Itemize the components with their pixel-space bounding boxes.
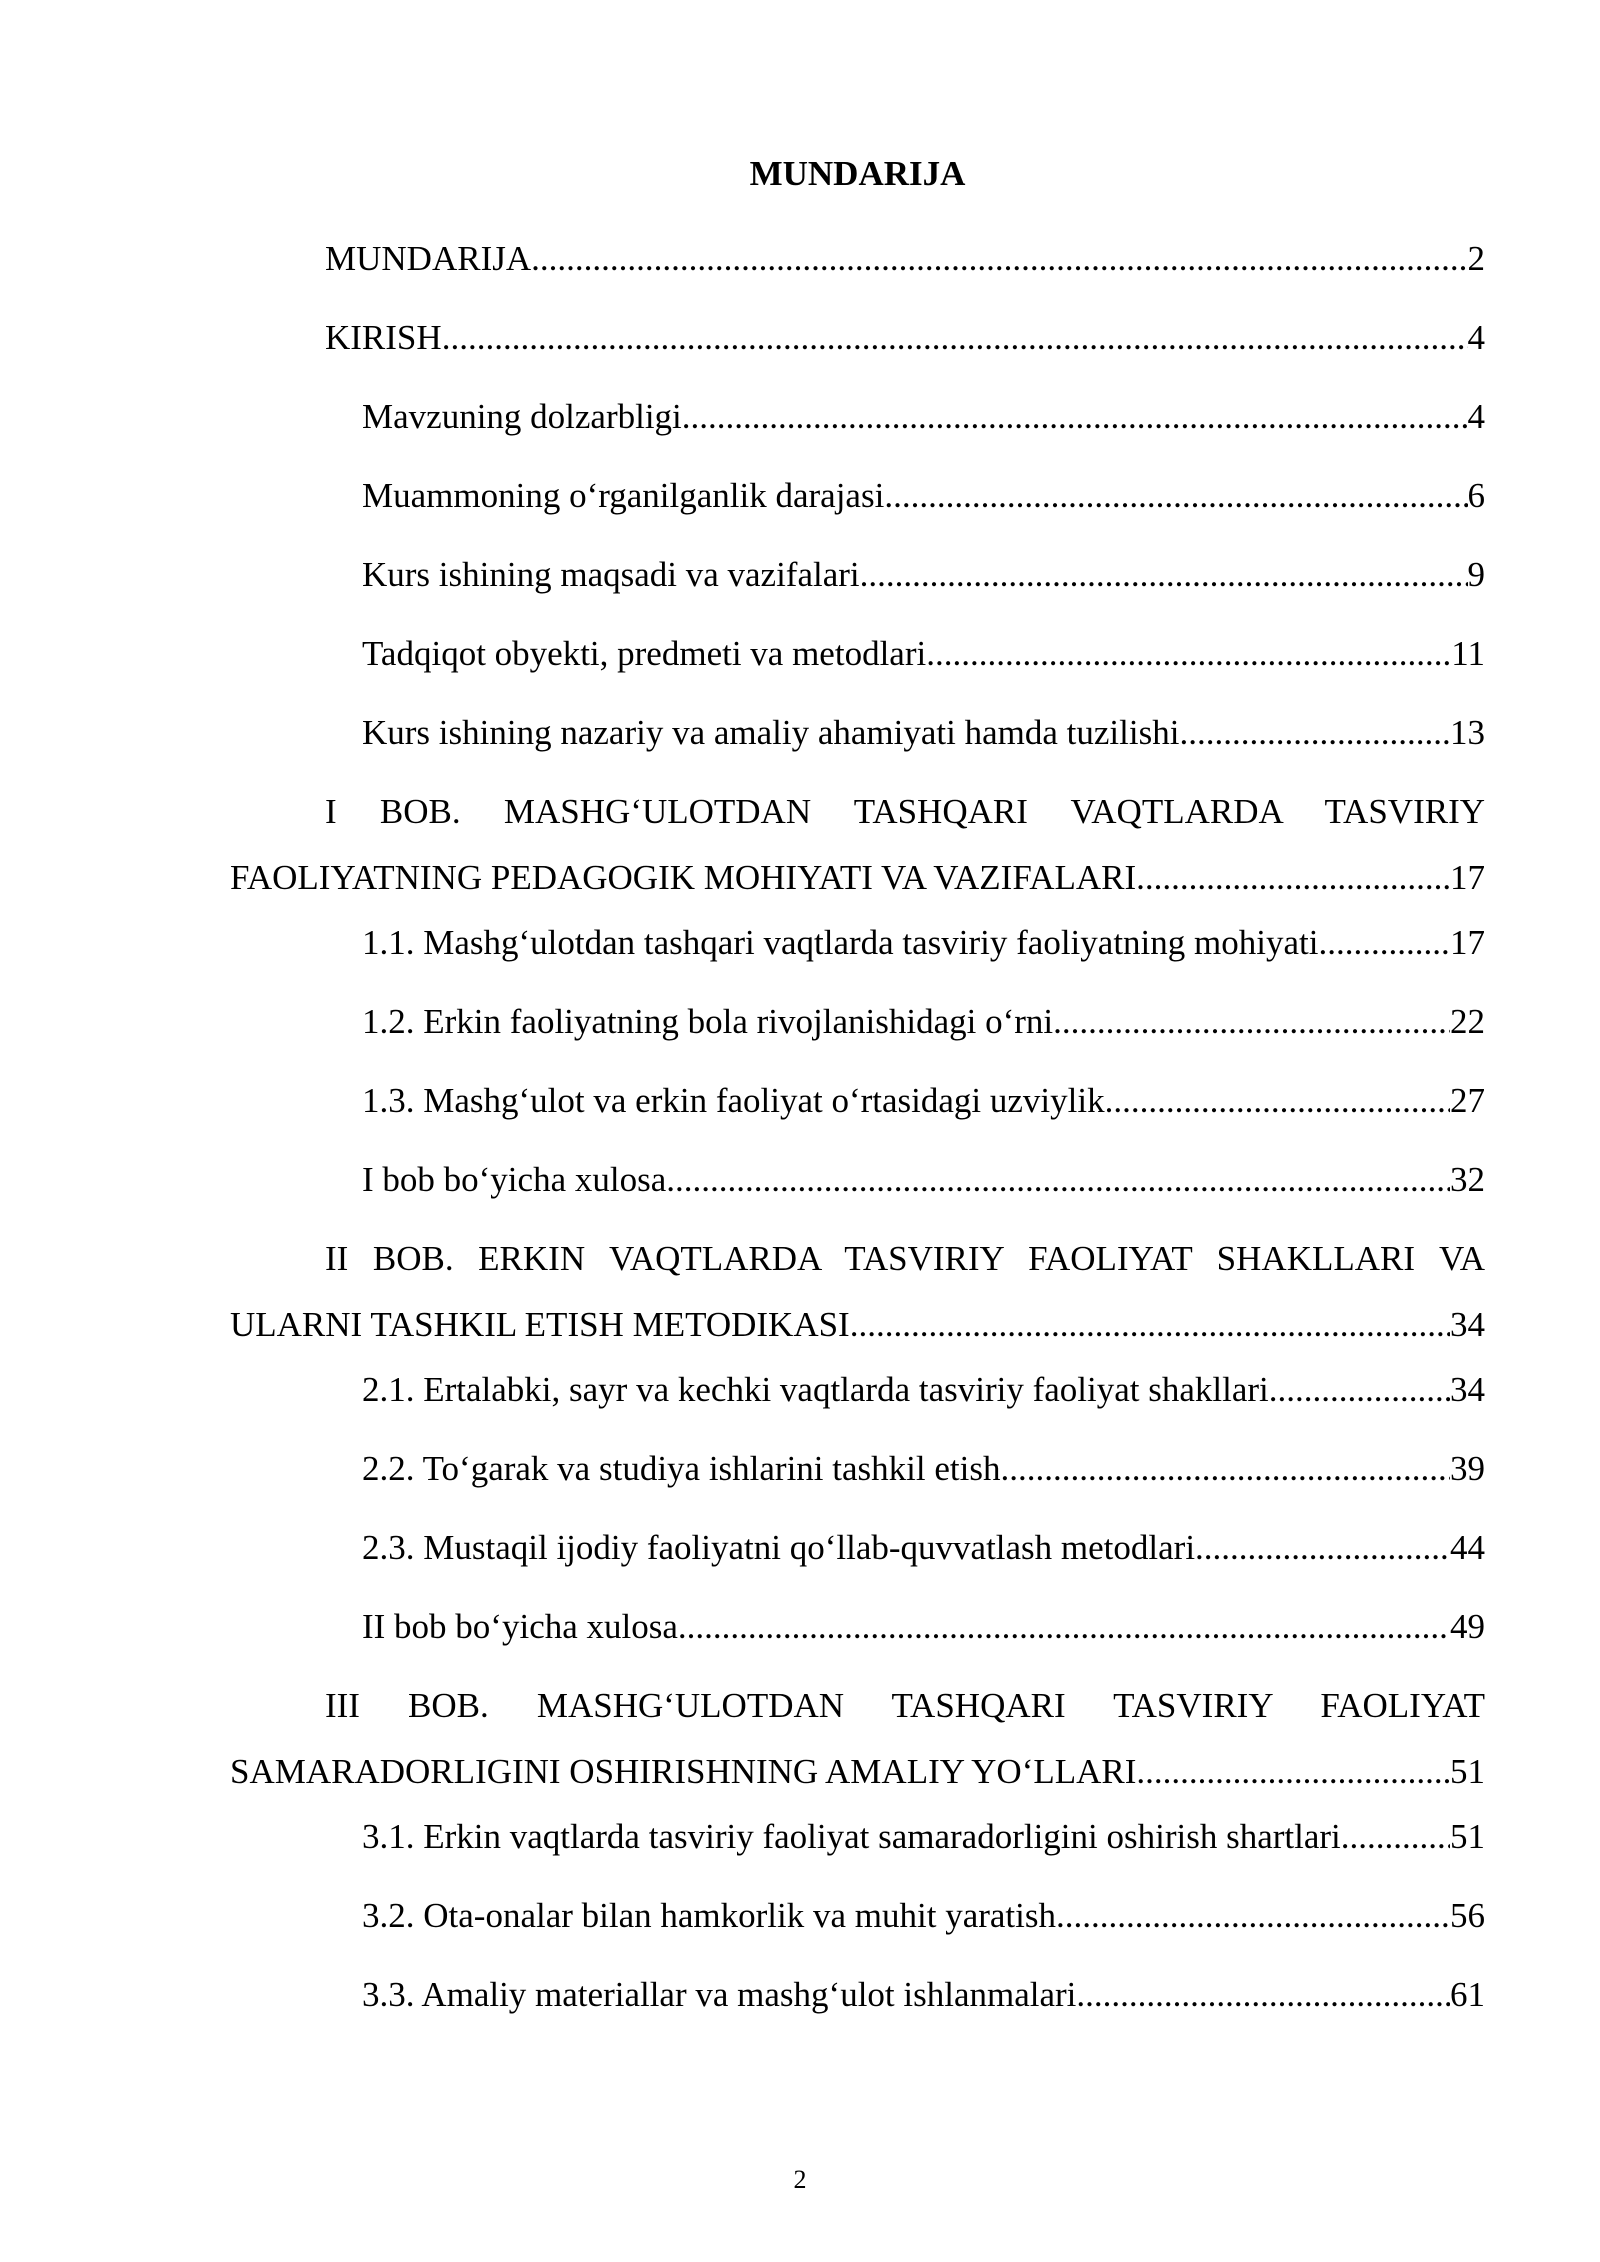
toc-entry-text: Tadqiqot obyekti, predmeti va metodlari — [362, 634, 927, 673]
toc-entry-1-summary[interactable] — [230, 1154, 1485, 1233]
dot-leader — [860, 549, 1468, 601]
toc-page-number: 11 — [1451, 634, 1485, 673]
chapter-title-text: ULARNI TASHKIL ETISH METODIKASI — [230, 1305, 850, 1344]
toc-entry-1-2[interactable] — [230, 996, 1485, 1075]
dot-leader — [1341, 1811, 1450, 1863]
toc-entry-text: Kurs ishining maqsadi va vazifalari — [362, 555, 860, 594]
toc-entry-intro-5[interactable] — [230, 707, 1485, 786]
toc-entry-text: Mavzuning dolzarbligi — [362, 397, 682, 436]
toc-entry-2-1[interactable] — [230, 1364, 1485, 1443]
chapter-title-line-2 — [230, 852, 1485, 917]
toc-page-number: 22 — [1450, 1002, 1485, 1041]
toc-page-number: 32 — [1450, 1160, 1485, 1199]
toc-page-number: 27 — [1450, 1081, 1485, 1120]
dot-leader — [884, 470, 1467, 522]
toc-page-number: 17 — [1450, 923, 1485, 962]
toc-entry-text: 2.2. To‘garak va studiya ishlarini tashkil etish — [362, 1449, 1001, 1488]
toc-entry-intro-1[interactable] — [230, 391, 1485, 470]
toc-page-number: 13 — [1450, 713, 1485, 752]
toc-entry-3-1[interactable] — [230, 1811, 1485, 1890]
chapter-title-line-1: I BOB. MASHG‘ULOTDAN TASHQARI VAQTLARDA TASVIRIY — [325, 792, 1485, 831]
table-of-contents — [230, 233, 1485, 2048]
toc-page-number: 61 — [1450, 1975, 1485, 2014]
toc-entry-text: I bob bo‘yicha xulosa — [362, 1160, 667, 1199]
toc-page-number: 2 — [1467, 239, 1485, 278]
toc-entry-text: 2.1. Ertalabki, sayr va kechki vaqtlarda tasviriy faoliyat shakllari — [362, 1370, 1269, 1409]
toc-entry-text: 3.2. Ota-onalar bilan hamkorlik va muhit yaratish — [362, 1896, 1056, 1935]
toc-entry-2-3[interactable] — [230, 1522, 1485, 1601]
toc-page-number: 4 — [1467, 397, 1485, 436]
chapter-title-line-2 — [230, 1746, 1485, 1811]
toc-page-number: 9 — [1467, 555, 1485, 594]
dot-leader — [666, 1154, 1450, 1206]
toc-entry-2-2[interactable] — [230, 1443, 1485, 1522]
dot-leader — [1076, 1969, 1450, 2021]
chapter-title-line-1: III BOB. MASHG‘ULOTDAN TASHQARI TASVIRIY FAOLIYAT — [325, 1686, 1485, 1725]
toc-page-number: 6 — [1467, 476, 1485, 515]
dot-leader — [1056, 1890, 1450, 1942]
toc-entry-3-2[interactable] — [230, 1890, 1485, 1969]
toc-entry-1-1[interactable] — [230, 917, 1485, 996]
toc-entry-2-summary[interactable] — [230, 1601, 1485, 1680]
dot-leader — [531, 233, 1467, 285]
toc-chapter-2[interactable] — [230, 1233, 1485, 1364]
toc-entry-text: Muammoning o‘rganilganlik darajasi — [362, 476, 885, 515]
chapter-title-text: SAMARADORLIGINI OSHIRISHNING AMALIY YO‘LLARI — [230, 1752, 1137, 1791]
toc-page-number: 56 — [1450, 1896, 1485, 1935]
dot-leader — [1179, 707, 1450, 759]
toc-page-number: 44 — [1450, 1528, 1485, 1567]
dot-leader — [1136, 1746, 1450, 1798]
toc-entry-intro-4[interactable] — [230, 628, 1485, 707]
dot-leader — [1318, 917, 1450, 969]
toc-entry-text: MUNDARIJA — [325, 239, 532, 278]
dot-leader — [1000, 1443, 1450, 1495]
dot-leader — [1269, 1364, 1450, 1416]
dot-leader — [1195, 1522, 1450, 1574]
toc-entry-intro-2[interactable] — [230, 470, 1485, 549]
toc-entry-intro-3[interactable] — [230, 549, 1485, 628]
toc-page-number: 49 — [1450, 1607, 1485, 1646]
toc-entry-text: Kurs ishining nazariy va amaliy ahamiyati hamda tuzilishi — [362, 713, 1180, 752]
dot-leader — [1053, 996, 1450, 1048]
toc-page-number: 51 — [1450, 1817, 1485, 1856]
toc-page-number: 51 — [1450, 1752, 1485, 1791]
toc-entry-text: 3.1. Erkin vaqtlarda tasviriy faoliyat samaradorligini oshirish shartlari — [362, 1817, 1341, 1856]
toc-entry-text: KIRISH — [325, 318, 442, 357]
chapter-title-line-2 — [230, 1299, 1485, 1364]
toc-entry-text: 3.3. Amaliy materiallar va mashg‘ulot ishlanmalari — [362, 1975, 1077, 2014]
toc-entry-text: II bob bo‘yicha xulosa — [362, 1607, 678, 1646]
dot-leader — [682, 391, 1468, 443]
dot-leader — [850, 1299, 1450, 1351]
toc-entry-kirish[interactable] — [230, 312, 1485, 391]
page-title: MUNDARIJA — [749, 154, 966, 193]
toc-page-number: 39 — [1450, 1449, 1485, 1488]
toc-entry-text: 1.1. Mashg‘ulotdan tashqari vaqtlarda tasviriy faoliyatning mohiyati — [362, 923, 1319, 962]
toc-chapter-1[interactable] — [230, 786, 1485, 917]
dot-leader — [926, 628, 1451, 680]
toc-chapter-3[interactable] — [230, 1680, 1485, 1811]
dot-leader — [678, 1601, 1450, 1653]
toc-page-number: 4 — [1467, 318, 1485, 357]
toc-entry-text: 1.3. Mashg‘ulot va erkin faoliyat o‘rtasidagi uzviylik — [362, 1081, 1105, 1120]
toc-entry-text: 2.3. Mustaqil ijodiy faoliyatni qo‘llab-quvvatlash metodlari — [362, 1528, 1196, 1567]
toc-page-number: 34 — [1450, 1305, 1485, 1344]
chapter-title-text: FAOLIYATNING PEDAGOGIK MOHIYATI VA VAZIFALARI — [230, 858, 1137, 897]
toc-entry-mundarija[interactable] — [230, 233, 1485, 312]
page-number-footer: 2 — [793, 2165, 807, 2194]
toc-entry-3-3[interactable] — [230, 1969, 1485, 2048]
toc-page-number: 17 — [1450, 858, 1485, 897]
dot-leader — [1136, 852, 1450, 904]
toc-entry-text: 1.2. Erkin faoliyatning bola rivojlanishidagi o‘rni — [362, 1002, 1054, 1041]
chapter-title-line-1: II BOB. ERKIN VAQTLARDA TASVIRIY FAOLIYAT SHAKLLARI VA — [325, 1239, 1485, 1278]
toc-page-number: 34 — [1450, 1370, 1485, 1409]
dot-leader — [1105, 1075, 1450, 1127]
dot-leader — [442, 312, 1468, 364]
toc-entry-1-3[interactable] — [230, 1075, 1485, 1154]
